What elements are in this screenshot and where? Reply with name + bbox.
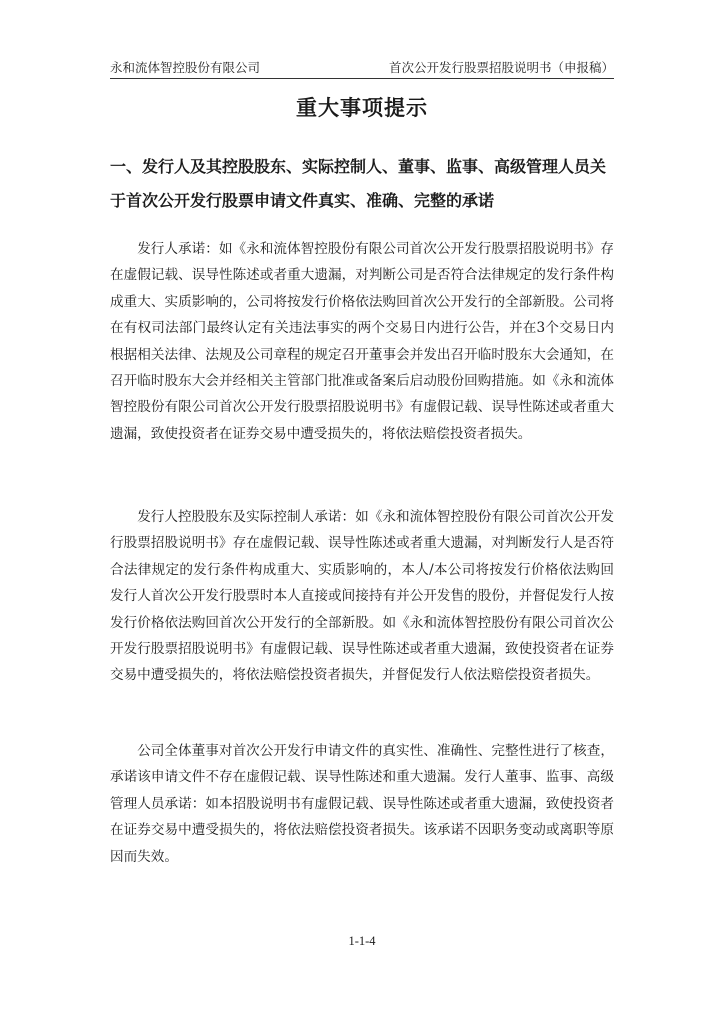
section-heading: 一、发行人及其控股股东、实际控制人、董事、监事、高级管理人员关于首次公开发行股票申请文件真实、准确、完整的承诺: [110, 157, 607, 210]
paragraph-controlling-shareholder-commitment: 发行人控股股东及实际控制人承诺：如《永和流体智控股份有限公司首次公开发行股票招股说明书》存在虚假记载、误导性陈述或者重大遗漏，对判断发行人是否符合法律规定的发行条件构成重大、实质影响的，本人/本公司将按发行价格依法购回发行人首次公开发行股票时本人直接或间接持有并公开发售的股份，并督促发行人按发行价格依法购回首次公开发行的全部新股。如《永和流体智控股份有限公司首次公开发行股票招股说明书》有虚假记载、误导性陈述或者重大遗漏，致使投资者在证券交易中遭受损失的，将依法赔偿投资者损失，并督促发行人依法赔偿投资者损失。: [110, 509, 614, 684]
page-header: [110, 58, 614, 79]
header-company-name: 永和流体智控股份有限公司: [110, 60, 261, 75]
page-title: 重大事项提示: [296, 96, 428, 120]
paragraph-issuer-commitment: 发行人承诺：如《永和流体智控股份有限公司首次公开发行股票招股说明书》存在虚假记载、误导性陈述或者重大遗漏，对判断公司是否符合法律规定的发行条件构成重大、实质影响的，公司将按发行价格依法购回首次公开发行的全部新股。公司将在有权司法部门最终认定有关违法事实的两个交易日内进行公告，并在3个交易日内根据相关法律、法规及公司章程的规定召开董事会并发出召开临时股东大会通知，在召开临时股东大会并经相关主管部门批准或备案后启动股份回购措施。如《永和流体智控股份有限公司首次公开发行股票招股说明书》有虚假记载、误导性陈述或者重大遗漏，致使投资者在证券交易中遭受损失的，将依法赔偿投资者损失。: [110, 241, 614, 442]
paragraph-directors-commitment: 公司全体董事对首次公开发行申请文件的真实性、准确性、完整性进行了核查，承诺该申请文件不存在虚假记载、误导性陈述和重大遗漏。发行人董事、监事、高级管理人员承诺：如本招股说明书有虚假记载、误导性陈述或者重大遗漏，致使投资者在证券交易中遭受损失的，将依法赔偿投资者损失。该承诺不因职务变动或离职等原因而失效。: [110, 743, 614, 865]
page-number: 1-1-4: [348, 934, 376, 948]
header-document-title: 首次公开发行股票招股说明书（申报稿）: [388, 60, 614, 75]
